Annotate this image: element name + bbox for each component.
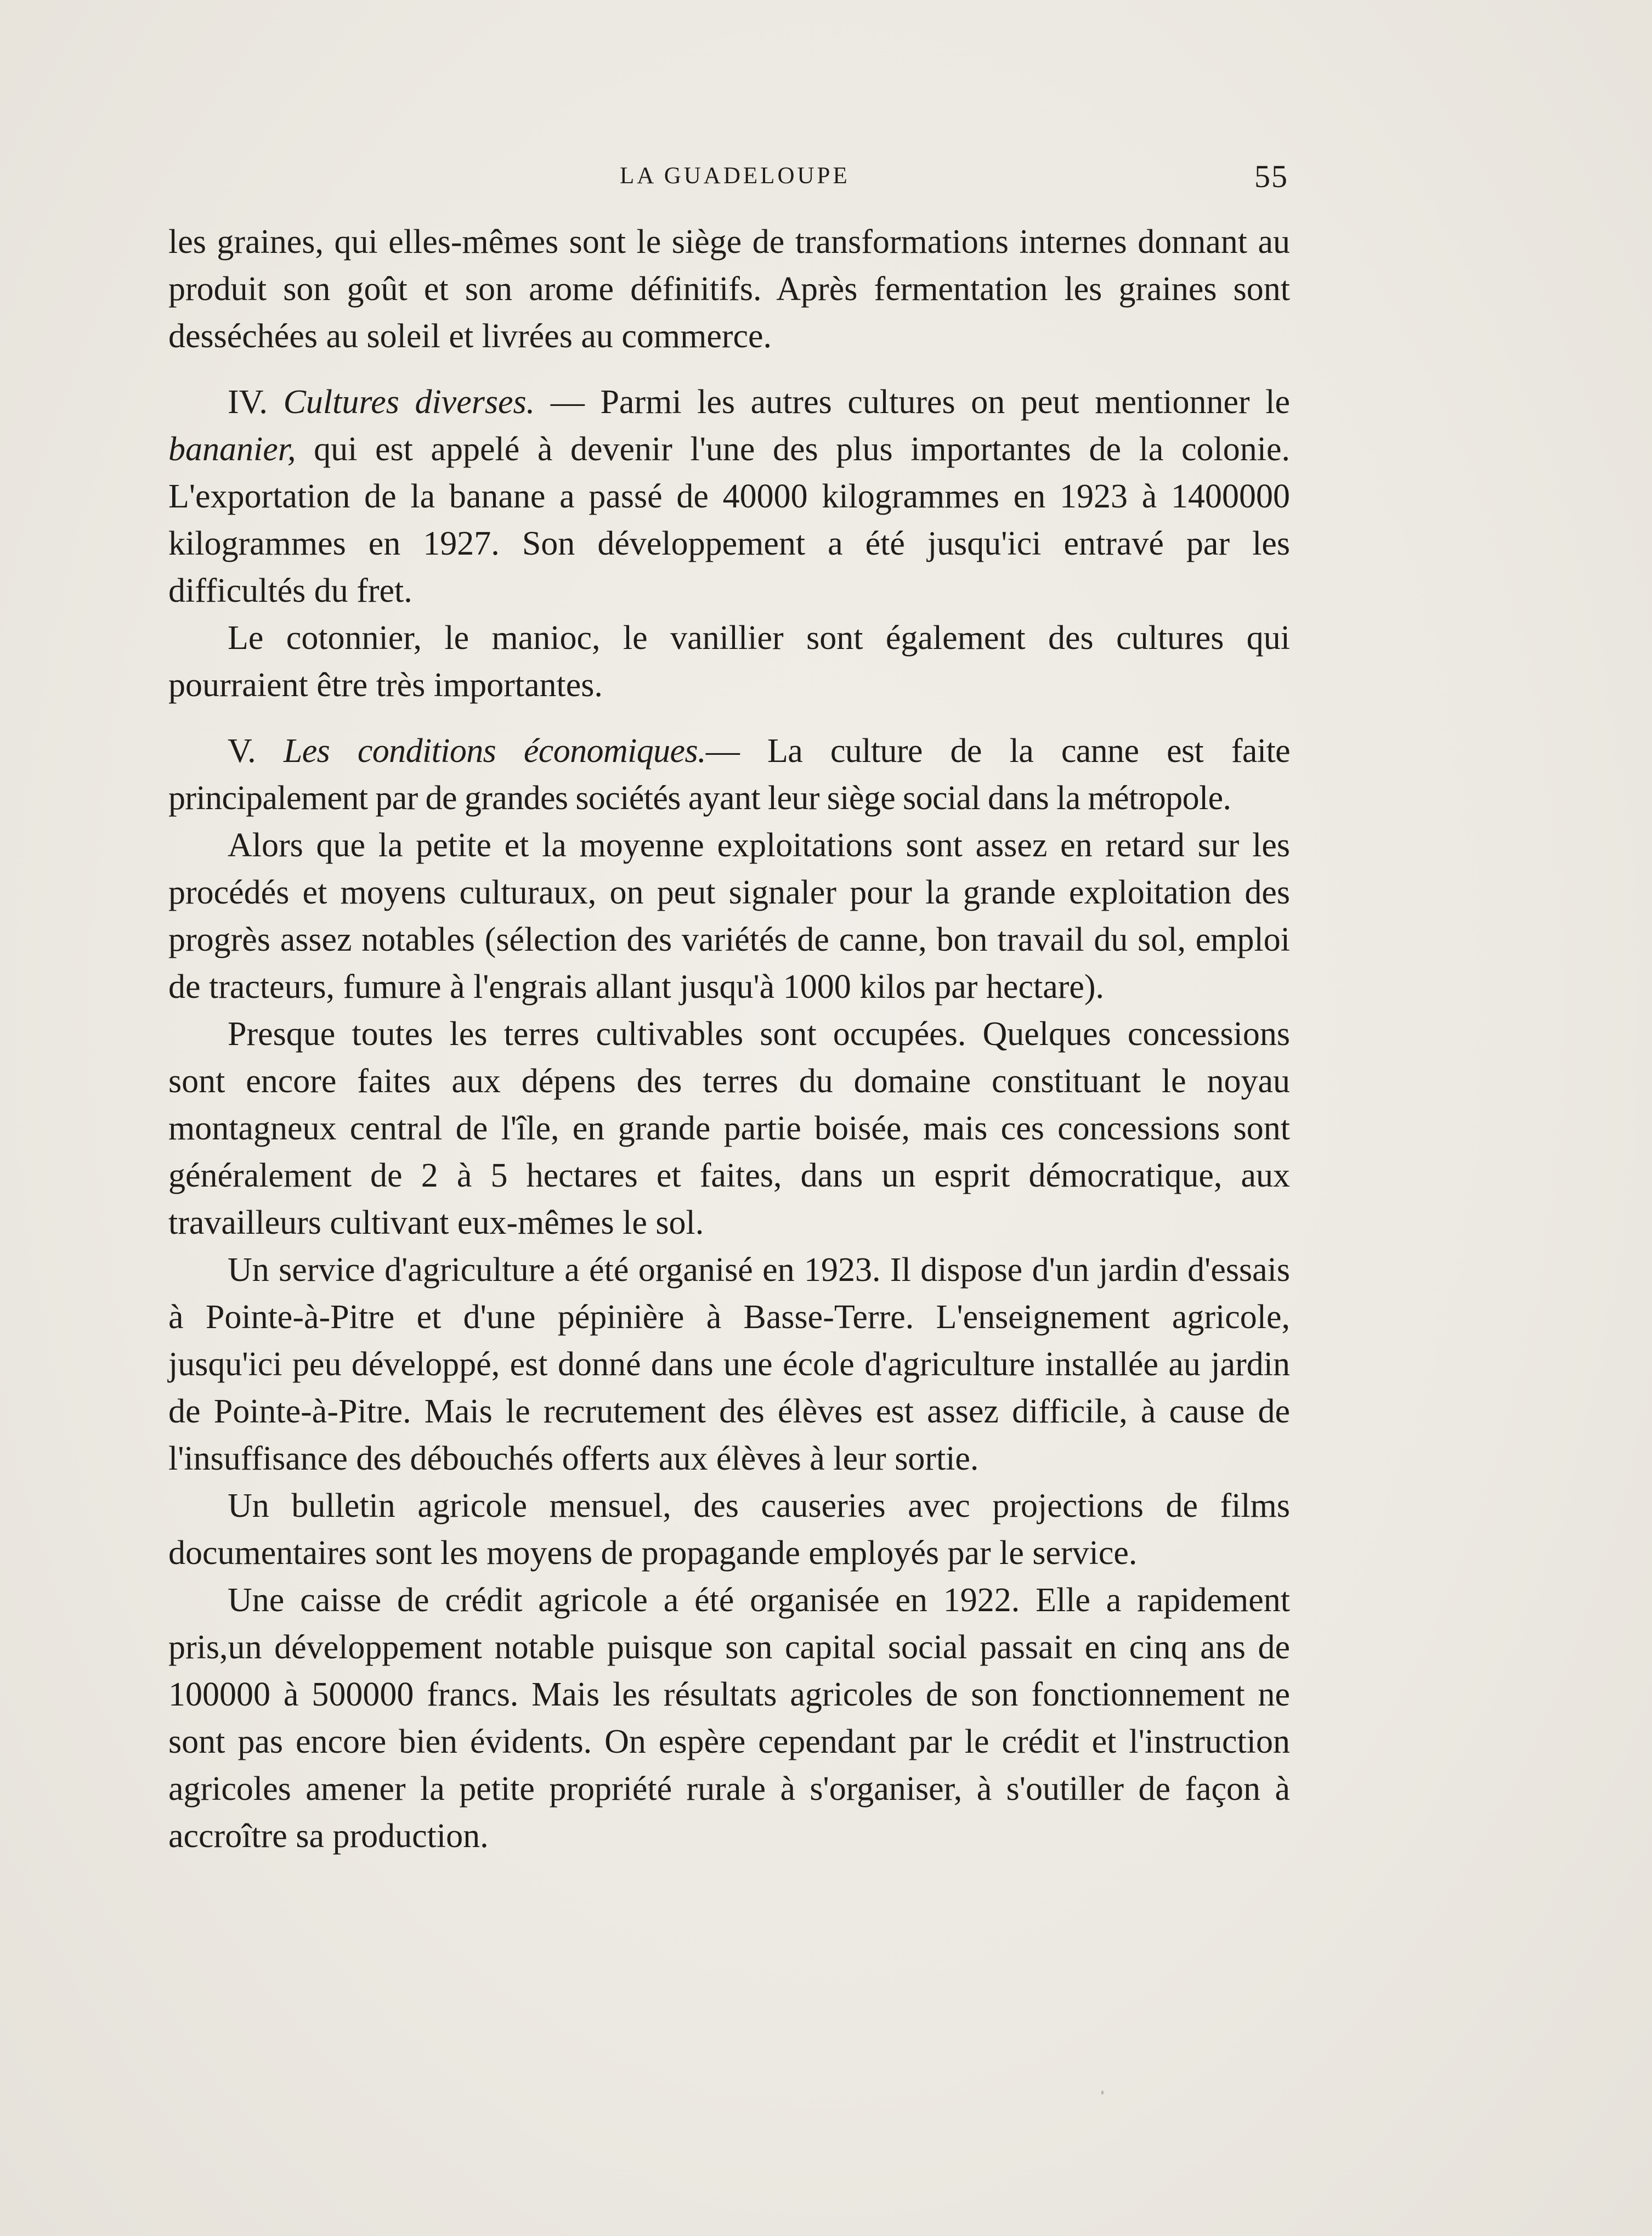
paragraph: Un service d'agriculture a été organisé en 1923. Il dispose d'un jardin d'essais à Pointe-à-Pitre et d'une pépinière à Basse-Terre. L'enseignement agricole, jusqu'ici peu développé, est donné dans une école d'agriculture installée au jardin de Pointe-à-Pitre. Mais le recrutement des élèves est assez difficile, à cause de l'insuffisance des débouchés offerts aux élèves à leur sortie.	[168, 1251, 1290, 1477]
paragraph: Un bulletin agricole mensuel, des causeries avec projections de films documentaires sont les moyens de propagande employés par le service.	[168, 1487, 1290, 1572]
emphasized-term: bananier,	[168, 431, 296, 468]
paper-speck	[1101, 2091, 1104, 2094]
paragraph: Le cotonnier, le manioc, le vanillier sont également des cultures qui pourraient être très importantes.	[168, 619, 1290, 704]
section-v-paragraph	[168, 727, 1290, 822]
body-text	[168, 218, 1290, 1860]
section-iv-paragraph	[168, 379, 1290, 614]
paragraph-text: — Parmi les autres cultures on peut mentionner le	[550, 383, 1291, 421]
paragraph: Alors que la petite et la moyenne exploitations sont assez en retard sur les procédés et moyens culturaux, on peut signaler pour la grande exploitation des progrès assez notables (sélection des variétés de canne, bon travail du sol, emploi de tracteurs, fumure à l'engrais allant jusqu'à 1000 kilos par hectare).	[168, 827, 1290, 1006]
paragraph-text: — La culture de la canne est faite principalement par de grandes sociétés ayant leur siège social dans la métropole.	[168, 732, 1291, 817]
section-heading: Cultures diverses.	[283, 383, 535, 421]
paragraph: Presque toutes les terres cultivables sont occupées. Quelques concessions sont encore faites aux dépens des terres du domaine constituant le noyau montagneux central de l'île, en grande partie boisée, mais ces concessions sont généralement de 2 à 5 hectares et faites, dans un esprit démocratique, aux travailleurs cultivant eux-mêmes le sol.	[168, 1015, 1290, 1241]
running-header	[0, 159, 1652, 195]
page-number: 55	[1254, 159, 1288, 194]
section-number: IV.	[228, 383, 268, 421]
paragraph-text: qui est appelé à devenir l'une des plus importantes de la colonie. L'exportation de la banane a passé de 40000 kilogrammes en 1923 à 1400000 kilogrammes en 1927. Son développement a été jusqu'ici entravé par les difficultés du fret.	[168, 431, 1290, 609]
section-heading: Les conditions économiques.	[283, 732, 706, 770]
section-number: V.	[228, 732, 256, 770]
running-title: LA GUADELOUPE	[620, 163, 850, 189]
paragraph-continued: les graines, qui elles-mêmes sont le siège de transformations internes donnant au produit son goût et son arome définitifs. Après fermentation les graines sont desséchées au soleil et livrées au commerce.	[168, 223, 1290, 355]
paragraph: Une caisse de crédit agricole a été organisée en 1922. Elle a rapidement pris,un développement notable puisque son capital social passait en cinq ans de 100000 à 500000 francs. Mais les résultats agricoles de son fonctionnement ne sont pas encore bien évidents. On espère cependant par le crédit et l'instruction agricoles amener la petite propriété rurale à s'organiser, à s'outiller de façon à accroître sa production.	[168, 1582, 1290, 1855]
